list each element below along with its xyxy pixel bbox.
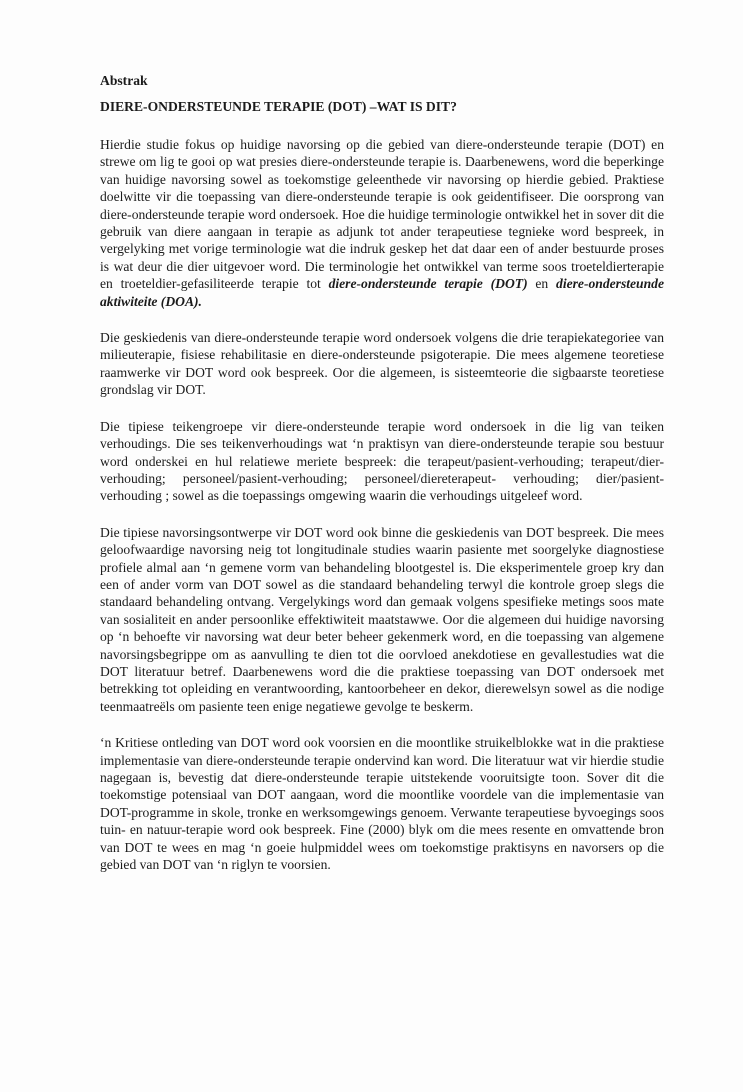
document-title: DIERE-ONDERSTEUNDE TERAPIE (DOT) –WAT IS DIT?: [100, 99, 457, 114]
paragraph-3: Die tipiese teikengroepe vir diere-ondersteunde terapie word ondersoek in die lig van teiken verhoudings. Die ses teikenverhoudings wat ‘n praktisyn van diere-ondersteunde terapie sou bestuur word onderskei en hul relatiewe meriete bespreek: die terapeut/pasient-verhouding; terapeut/dier-verhouding; personeel/pasient-verhouding; personeel/diereterapeut- verhouding; dier/pasient- verhouding ; sowel as die toepassings omgewing waarin die verhoudings uitgeleef word.: [100, 418, 664, 504]
paragraph-1-joiner: en: [535, 276, 549, 292]
paragraph-1-text: Hierdie studie fokus op huidige navorsing op die gebied van diere-ondersteunde terapie (DOT) en strewe om lig te gooi op wat presies diere-ondersteunde terapie is. Daarbenewens, word die beperkinge van huidige navorsing sowel as toekomstige geleenthede vir navorsing op hierdie gebied. Praktiese doelwitte vir die toepassing van diere-ondersteunde terapie is ook geidentifiseer. Die oorsprong van diere-ondersteunde terapie word ondersoek. Hoe die huidige terminologie ontwikkel het in sover dit die gebruik van diere aangaan in terapie as adjunk tot ander terapeutiese tegnieke word bespreek, in vergelyking met vorige terminologie wat die indruk geskep het dat daar een of ander bestuurde proses is wat deur die dier uitgevoer word. Die terminologie het ontwikkel van terme soos troeteldierterapie en troeteldier-gefasiliteerde terapie tot: [100, 137, 664, 292]
term-dot: diere-ondersteunde terapie (DOT): [328, 276, 528, 292]
paragraph-5: ‘n Kritiese ontleding van DOT word ook voorsien en die moontlike struikelblokke wat in die praktiese implementasie van diere-ondersteunde terapie ondervind kan word. Die literatuur wat vir hierdie studie nagegaan is, bevestig dat diere-ondersteunde terapie uitstekende vooruitsigte toon. Sover dit die toekomstige potensiaal van DOT aangaan, word die moontlike voordele van die implementasie van DOT-programme in skole, tronke en werksomgewings genoem. Verwante terapeutiese byvoegings soos tuin- en natuur-terapie word ook bespreek. Fine (2000) blyk om die mees resente en omvattende bron van DOT te wees en mag ‘n goeie hulpmiddel wees om toekomstige praktisyns en navorsers op die gebied van DOT van ‘n riglyn te voorsien.: [100, 735, 664, 873]
section-label: Abstrak: [100, 73, 148, 88]
paragraph-4: Die tipiese navorsingsontwerpe vir DOT word ook binne die geskiedenis van DOT bespreek. Die mees geloofwaardige navorsing neig tot longitudinale studies waarin pasiente met soorgelyke diagnostiese profiele almal aan ‘n gemene vorm van behandeling blootgestel is. Die eksperimentele groep kry dan een of ander vorm van DOT sowel as die standaard behandeling terwyl die kontrole groep slegs die standaard behandeling ontvang. Vergelykings word dan gemaak volgens spesifieke metings soos mate van sosialiteit en ander persoonlike effektiwiteit maatstawwe. Oor die algemeen dui huidige navorsing op ‘n behoefte vir navorsing wat deur beter beheer gekenmerk word, en die toepassing van algemene navorsingsbegrippe om as aanvulling te dien tot die oorvloed anekdotiese en gevallestudies wat die DOT literatuur betref. Daarbenewens word die die praktiese toepassing van DOT ondersoek met betrekking tot opleiding en verantwoording, kantoorbeheer en dekor, dierewelsyn sowel as die nodige teenmaatreëls om pasiente teen enige negatiewe gevolge te beskerm.: [100, 524, 664, 714]
paragraph-1: [100, 136, 664, 310]
term-doa: diere-ondersteunde aktiwiteite (DOA).: [100, 276, 665, 309]
abstract-content: [100, 72, 664, 873]
paragraph-2: Die geskiedenis van diere-ondersteunde terapie word ondersoek volgens die drie terapiekategoriee van milieuterapie, fisiese rehabilitasie en diere-ondersteunde psigoterapie. Die mees algemene teoretiese raamwerke vir DOT word ook bespreek. Oor die algemeen, is sisteemteorie die sigbaarste teoretiese grondslag vir DOT.: [100, 330, 664, 398]
